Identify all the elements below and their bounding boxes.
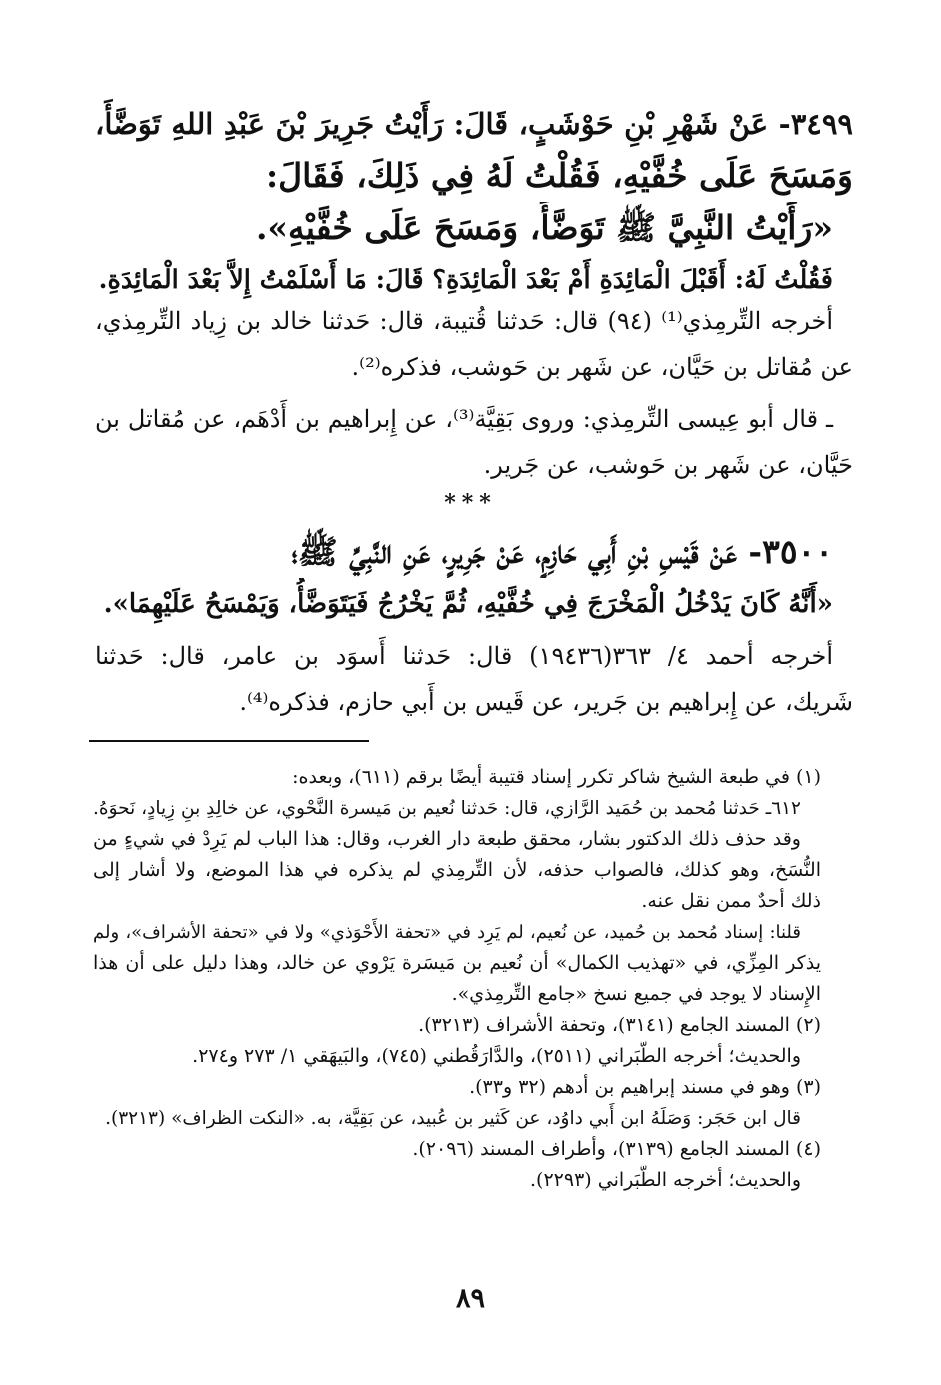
hadith-line: ٣٥٠٠- عَنْ قَيْسِ بْنِ أَبِي حَازِمٍ، عَنْ جَرِيرٍ، عَنِ النَّبِيِّ ﷺ؛ [291,532,833,571]
footnote-line: (٢) المسند الجامع (٣١٤١)، وتحفة الأشراف (٣٢١٣). [418,1014,821,1036]
footnote-line: يذكر المِزِّي، في «تهذيب الكمال» أن نُعيم بن مَيسَرة يَرْوي عن خالد، وهذا دليل على أن هذا [93,952,821,974]
hadith-line: «أَنَّهُ كَانَ يَدْخُلُ الْمَخْرَجَ فِي خُفَّيْهِ، ثُمَّ يَخْرُجُ فَيَتَوَضَّأُ، وَيَمْسَحُ عَلَيْهِمَا». [103,589,833,619]
hadith-line: ٣٤٩٩- عَنْ شَهْرِ بْنِ حَوْشَبٍ، قَالَ: رَأَيْتُ جَرِيرَ بْنَ عَبْدِ اللهِ تَوَضَّأَ، [95,107,853,141]
footnote-line: النُّسَخ، وهو كذلك، فالصواب حذفه، لأن التِّرمِذي لم يذكره في هذا الموضع، ولا أشار إلى [93,859,821,881]
footnote-line: ٦١٢ـ حَدثنا مُحمد بن حُمَيد الرَّازي، قال: حَدثنا نُعيم بن مَيسرة النَّحْوي، عن خالِدِ بنِ زِيادٍ، نَحوَهُ. [93,798,801,819]
takhrij-line: شَريك، عن إِبراهيم بن جَرير، عن قَيس بن أَبي حازم، فذكره⁽⁴⁾. [239,688,853,716]
footnote-line: الإِسناد لا يوجد في جميع نسخ «جامع التِّرمِذي». [451,983,821,1005]
footnote-line: والحديث؛ أخرجه الطَّبَراني (٢٢٩٣). [530,1169,801,1191]
footnote-line: (٣) وهو في مسند إبراهيم بن أدهم (٣٢ و٣٣). [469,1076,821,1098]
hadith-line: وَمَسَحَ عَلَى خُفَّيْهِ، فَقُلْتُ لَهُ فِي ذَلِكَ، فَقَالَ: [265,156,853,195]
takhrij-line: ـ قال أبو عِيسى التِّرمِذي: وروى بَقِيَّة⁽³⁾، عن إِبراهيم بن أَدْهَم، عن مُقاتل بن [95,405,833,433]
takhrij-line: حَيَّان، عن شَهر بن حَوشب، عن جَرير. [483,451,853,479]
footnote-line: قلنا: إسناد مُحمد بن حُميد، عن نُعيم، لم يَرِد في «تحفة الأَحْوَذي» ولا في «تحفة الأشراف»، ولم [93,922,801,943]
takhrij-line: أخرجه التِّرمِذي⁽¹⁾ (٩٤) قال: حَدثنا قُتيبة، قال: حَدثنا خالد بن زِياد التِّرمِذي، [95,307,834,335]
footnote-divider [89,740,369,742]
page-number: ٨٩ [455,1283,485,1314]
hadith-line: «رَأَيْتُ النَّبِيَّ ﷺ تَوَضَّأَ، وَمَسَحَ عَلَى خُفَّيْهِ». [255,208,833,247]
footnote-line: وقد حذف ذلك الدكتور بشار، محقق طبعة دار الغرب، وقال: هذا الباب لم يَرِدْ في شيءٍ من [93,828,801,850]
footnotes [93,762,821,1196]
footnote-line: والحديث؛ أخرجه الطَّبَراني (٢٥١١)، والدَّارَقُطني (٧٤٥)، والبَيهَقي ١/ ٢٧٣ و٢٧٤. [192,1045,801,1067]
takhrij-3500 [95,633,853,725]
takhrij-line: عن مُقاتل بن حَيَّان، عن شَهر بن حَوشب، فذكره⁽²⁾. [351,353,853,381]
takhrij-line: أخرجه أحمد ٤/ ٣٦٣(١٩٤٣٦) قال: حَدثنا أَسوَد بن عامر، قال: حَدثنا [95,642,833,670]
footnote-line: (٤) المسند الجامع (٣١٣٩)، وأطراف المسند (٢٠٩٦). [412,1138,821,1160]
footnote-line: ذلك أحدٌ ممن نقل عنه. [641,890,821,912]
section-separator: *** [444,490,497,516]
footnote-line: (١) في طبعة الشيخ شاكر تكرر إسناد قتيبة أيضًا برقم (٦١١)، وبعده: [292,766,821,788]
footnote-line: قال ابن حَجَر: وَصَلَهُ ابن أَبي داوُد، عن كَثير بن عُبيد، عن بَقِيَّة، به. «النكت الظراف» (٣٢١٣). [105,1108,801,1129]
hadith-3500 [95,526,853,630]
hadith-line: فَقُلْتُ لَهُ: أَقَبْلَ الْمَائِدَةِ أَمْ بَعْدَ الْمَائِدَةِ؟ قَالَ: مَا أَسْلَمْتُ إِلاَّ بَعْدَ الْمَائِدَةِ. [98,265,833,295]
hadith-3499 [95,98,853,306]
takhrij-3499 [95,298,853,488]
